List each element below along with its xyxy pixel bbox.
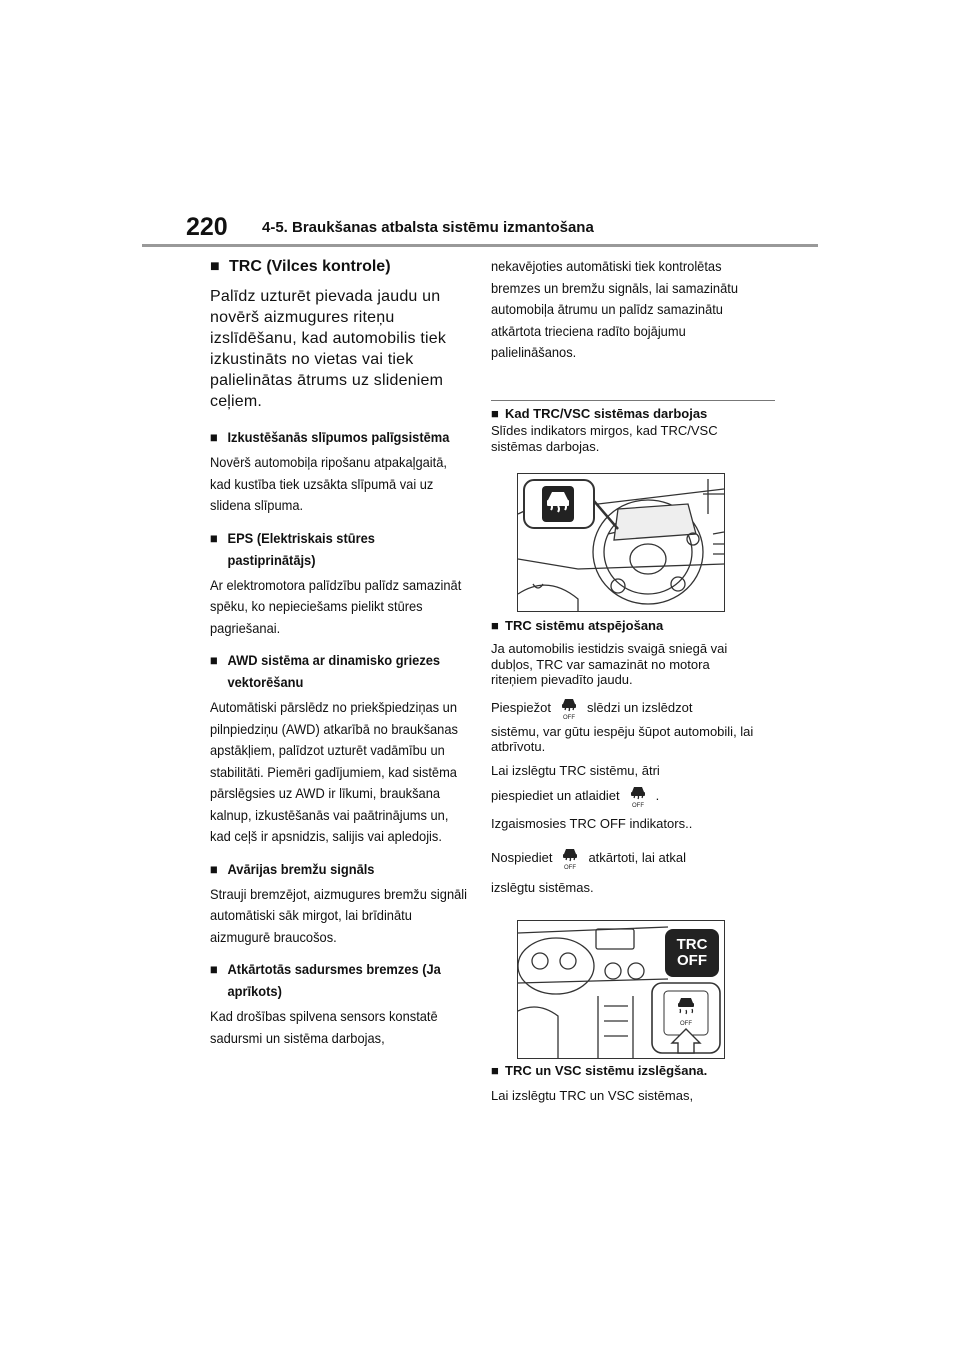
header-rule xyxy=(142,244,818,247)
trc-off-figure xyxy=(517,920,725,1059)
trc-vsc-text: Lai izslēgtu TRC un VSC sistēmas, xyxy=(491,1088,694,1103)
page-number: 220 xyxy=(186,213,228,241)
hill-text: Novērš automobiļa ripošanu atpakaļgaitā, kad kustība tiek uzsākta slīpumā vai uz slidena slīpuma. xyxy=(210,454,448,513)
operating-text: Slīdes indikators mirgos, kad TRC/VSC sistēmas darbojas. xyxy=(491,423,718,454)
quick-press-line: piespiediet un atlaidiet OFF . xyxy=(491,784,757,808)
off-label: OFF xyxy=(562,714,575,720)
bullet-icon: ■ xyxy=(210,860,218,877)
again-continued: izslēgtu sistēmas. xyxy=(491,879,594,895)
awd-text: Automātiski pārslēdz no priekšpiedziņas un pilnpiedziņu (AWD) atkarībā no braukšanas apstākļiem, palīdzot uzturēt vadāmību un stabilitāti. Piemēri gadījumiem, kad sistēma pārslēgsies uz AWD ir līkumi, braukšana kalnup, izkustēšanās vai paātrinājums un, kad ceļš ir apsnidzis, salijis vai apledojis. xyxy=(210,699,458,844)
chapter-title: 4-5. Braukšanas atbalsta sistēmu izmantošana xyxy=(262,219,594,236)
off-label: OFF xyxy=(680,1021,692,1027)
right-column-top xyxy=(491,256,757,364)
turnoff-text: Lai izslēgtu TRC sistēmu, ātri xyxy=(491,762,660,778)
indicator-text: Izgaismosies TRC OFF indikators.. xyxy=(491,816,693,831)
off-label: OFF xyxy=(564,864,577,870)
vsc-off-icon xyxy=(558,846,582,870)
bullet-icon: ■ xyxy=(491,406,499,421)
off-label: OFF xyxy=(631,803,644,808)
collision-text: Kad drošības spilvena sensors konstatē sadursmi un sistēma darbojas, xyxy=(210,1008,438,1046)
operating-heading: ■ Kad TRC/VSC sistēmas darbojas xyxy=(491,406,708,421)
awd-heading: ■ AWD sistēma ar dinamisko griezes vektorēšanu xyxy=(210,649,451,693)
trc-vsc-section xyxy=(491,1062,757,1104)
bullet-icon: ■ xyxy=(491,618,499,633)
bullet-icon: ■ xyxy=(210,529,218,546)
eps-heading: ■ EPS (Elektriskais stūres pastiprinātājs) xyxy=(210,527,451,571)
bullet-icon: ■ xyxy=(210,258,220,275)
trc-off-line2: OFF xyxy=(677,952,707,969)
hill-heading: ■ Izkustēšanās slīpumos palīgsistēma xyxy=(210,426,451,448)
reactivate-heading: ■ TRC sistēmu atspējošana xyxy=(491,618,664,633)
brake-signal-text: Strauji bremzējot, aizmugures bremžu signāli automātiski sāk mirgot, lai brīdinātu aizmugurē braucošos. xyxy=(210,885,467,945)
trc-vsc-heading: ■ TRC un VSC sistēmu izslēgšana. xyxy=(491,1063,708,1078)
trc-text: Palīdz uzturēt pievada jaudu un novērš aizmugures riteņu izslīdēšanu, kad automobilis tiek izkustināts no vietas vai tiek palielinātas ātrums uz slideniem ceļiem. xyxy=(210,288,447,410)
press-continued: sistēmu, var gūtu iespēju šūpot automobili, lai atbrīvotu. xyxy=(491,723,754,754)
bullet-icon: ■ xyxy=(210,429,218,445)
brake-signal-heading: ■ Avārijas bremžu signāls xyxy=(210,858,451,880)
bullet-icon: ■ xyxy=(210,961,218,977)
section-divider xyxy=(491,400,775,401)
continued-text: nekavējoties automātiski tiek kontrolētas bremzes un bremžu signāls, lai samazinātu automobiļa ātrumu un palīdz samazinātu atkārtota trieciena radīto bojājumu palielināšanos. xyxy=(491,258,738,360)
left-column xyxy=(210,256,472,1059)
operating-section xyxy=(491,405,757,454)
again-line: Nospiediet OFF atkārtoti, lai atkal xyxy=(491,846,757,870)
trc-disable-section xyxy=(491,617,757,895)
slip-indicator-figure xyxy=(517,473,725,612)
eps-text: Ar elektromotora palīdzību palīdz samazināt spēku, ko nepieciešams pielikt stūres pagriešanai. xyxy=(210,576,462,636)
bullet-icon: ■ xyxy=(491,1063,499,1078)
press-line: Piespiežot OFF slēdzi un izslēdzot xyxy=(491,696,757,720)
bullet-icon: ■ xyxy=(210,652,218,668)
dashboard-switch-illustration xyxy=(518,921,724,1058)
trc-off-line1: TRC xyxy=(676,936,708,953)
vsc-off-icon xyxy=(626,784,650,808)
vsc-off-icon xyxy=(557,696,581,720)
trc-heading: ■ TRC (Vilces kontrole) xyxy=(210,256,472,278)
dashboard-illustration xyxy=(518,474,724,611)
reactivate-text: Ja automobilis iestidzis svaigā sniegā vai dubļos, TRC var samazināt no motora riteņiem pievadīto jaudu. xyxy=(491,641,728,687)
collision-heading: ■ Atkārtotās sadursmes bremzes (Ja aprīkots) xyxy=(210,958,451,1002)
